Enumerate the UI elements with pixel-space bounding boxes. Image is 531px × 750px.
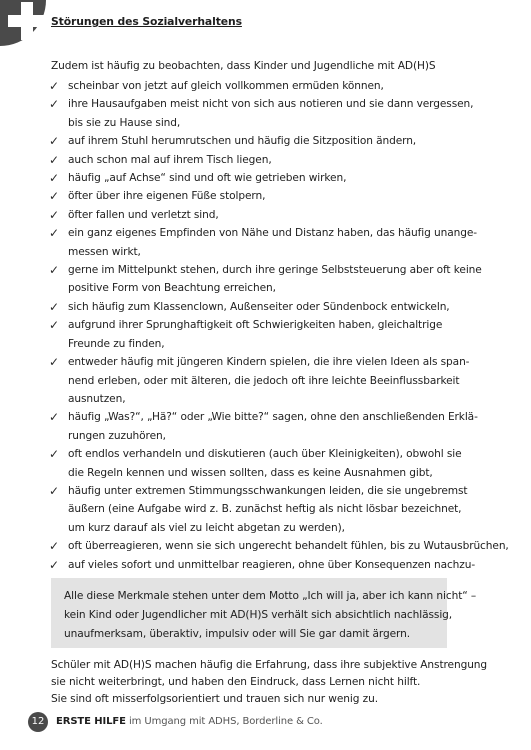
checklist-line: auf ihrem Stuhl herumrutschen und häufig die Sitzposition ändern, xyxy=(68,135,417,148)
checkmark-icon: ✓ xyxy=(49,171,59,186)
checkmark-icon: ✓ xyxy=(49,207,59,222)
checklist-item xyxy=(47,261,487,298)
motto-line: unaufmerksam, überaktiv, impulsiv oder will Sie gar damit ärgern. xyxy=(64,627,410,640)
checklist-line: öfter über ihre eigenen Füße stolpern, xyxy=(68,190,266,203)
checklist-line: ein ganz eigenes Empfinden von Nähe und Distanz haben, das häufig unange- xyxy=(68,227,478,240)
checklist-item xyxy=(47,132,487,150)
checkmark-icon: ✓ xyxy=(49,263,59,278)
checklist-line: scheinbar von jetzt auf gleich vollkommen ermüden können, xyxy=(68,80,384,92)
checklist-line: Freunde zu finden, xyxy=(68,337,165,350)
checklist-line: messen wirkt, xyxy=(68,245,141,258)
checklist-item xyxy=(47,206,487,224)
checklist-item xyxy=(47,408,487,445)
section-heading: Störungen des Sozialverhaltens xyxy=(51,15,242,28)
checklist-line: auf vieles sofort und unmittelbar reagieren, ohne über Konsequenzen nachzu- xyxy=(68,558,476,571)
checkmark-icon: ✓ xyxy=(49,189,59,204)
footer-title xyxy=(56,716,323,727)
checklist-line: häufig unter extremen Stimmungsschwankungen leiden, die sie ungebremst xyxy=(68,484,468,497)
closing-line: Schüler mit AD(H)S machen häufig die Erfahrung, dass ihre subjektive Anstrengung xyxy=(51,659,488,671)
checkmark-icon: ✓ xyxy=(49,483,59,498)
intro-sentence: Zudem ist häufig zu beobachten, dass Kinder und Jugendliche mit AD(H)S xyxy=(51,60,436,72)
motto-line: Alle diese Merkmale stehen unter dem Motto „Ich will ja, aber ich kann nicht“ – xyxy=(64,590,477,602)
checkmark-icon: ✓ xyxy=(49,226,59,241)
checklist-item xyxy=(47,537,509,555)
series-subtitle: im Umgang mit ADHS, Borderline & Co. xyxy=(129,716,323,727)
checklist-line: oft überreagieren, wenn sie sich ungerecht behandelt fühlen, bis zu Wutausbrüchen, xyxy=(68,540,509,553)
checklist-item xyxy=(47,316,487,353)
checklist-line: entweder häufig mit jüngeren Kindern spielen, die ihre vielen Ideen als span- xyxy=(68,356,470,369)
checklist-item xyxy=(47,95,487,132)
checklist-item xyxy=(47,151,487,169)
checklist-item xyxy=(47,445,487,482)
checklist-item xyxy=(47,77,487,95)
checkmark-icon: ✓ xyxy=(49,557,59,572)
checklist-line: häufig „auf Achse“ sind und oft wie getrieben wirken, xyxy=(68,172,347,185)
checklist-line: nend erleben, oder mit älteren, die jedoch oft ihre leichte Beeinflussbarkeit xyxy=(68,374,460,387)
closing-line: Sie sind oft misserfolgsorientiert und trauen sich nur wenig zu. xyxy=(51,693,378,706)
checklist-line: ausnutzen, xyxy=(68,392,126,405)
checklist-item xyxy=(47,482,487,537)
checklist-line: rungen zuzuhören, xyxy=(68,429,166,442)
closing-paragraph xyxy=(51,657,487,709)
motto-text xyxy=(64,587,477,643)
page-number: 12 xyxy=(28,712,48,732)
checklist-line: sich häufig zum Klassenclown, Außenseiter oder Sündenbock entwickeln, xyxy=(68,300,450,313)
checklist-line: um kurz darauf als viel zu leicht abgetan zu werden), xyxy=(68,521,345,534)
checklist-line: ihre Hausaufgaben meist nicht von sich aus notieren und sie dann vergessen, xyxy=(68,98,474,111)
checklist-line: bis sie zu Hause sind, xyxy=(68,116,181,129)
checklist-item xyxy=(47,224,487,261)
checkmark-icon: ✓ xyxy=(49,97,59,112)
series-title: ERSTE HILFE xyxy=(56,716,126,727)
checkmark-icon: ✓ xyxy=(49,355,59,370)
checklist-line: positive Form von Beachtung erreichen, xyxy=(68,282,276,295)
checklist-line: auch schon mal auf ihrem Tisch liegen, xyxy=(68,153,272,166)
checkmark-icon: ✓ xyxy=(49,318,59,333)
plus-icon xyxy=(0,0,46,46)
checkmark-icon: ✓ xyxy=(49,447,59,462)
checkmark-icon: ✓ xyxy=(49,79,59,93)
checkmark-icon: ✓ xyxy=(49,299,59,314)
checkmark-icon: ✓ xyxy=(49,152,59,167)
behaviour-checklist xyxy=(47,77,509,592)
closing-line: sie nicht weiterbringt, und haben den Eindruck, dass Lernen nicht hilft. xyxy=(51,676,421,689)
checklist-item xyxy=(47,187,487,205)
checklist-item xyxy=(47,353,487,408)
checklist-item xyxy=(47,298,487,316)
checklist-line: oft endlos verhandeln und diskutieren (auch über Kleinigkeiten), obwohl sie xyxy=(68,448,462,461)
checklist-line: äußern (eine Aufgabe wird z. B. zunächst heftig als nicht lösbar bezeichnet, xyxy=(68,503,462,516)
checkmark-icon: ✓ xyxy=(49,539,59,554)
checklist-line: die Regeln kennen und wissen sollten, dass es keine Ausnahmen gibt, xyxy=(68,466,433,479)
checklist-line: öfter fallen und verletzt sind, xyxy=(68,208,219,221)
checklist-item xyxy=(47,169,487,187)
checklist-line: häufig „Was?“, „Hä?“ oder „Wie bitte?“ sagen, ohne den anschließenden Erklä- xyxy=(68,411,478,424)
checklist-line: aufgrund ihrer Sprunghaftigkeit oft Schwierigkeiten haben, gleichaltrige xyxy=(68,319,443,332)
motto-box xyxy=(51,578,477,648)
checkmark-icon: ✓ xyxy=(49,134,59,149)
motto-line: kein Kind oder Jugendlicher mit AD(H)S verhält sich absichtlich nachlässig, xyxy=(64,608,453,621)
checklist-line: gerne im Mittelpunkt stehen, durch ihre geringe Selbststeuerung aber oft keine xyxy=(68,264,482,277)
checkmark-icon: ✓ xyxy=(49,410,59,425)
